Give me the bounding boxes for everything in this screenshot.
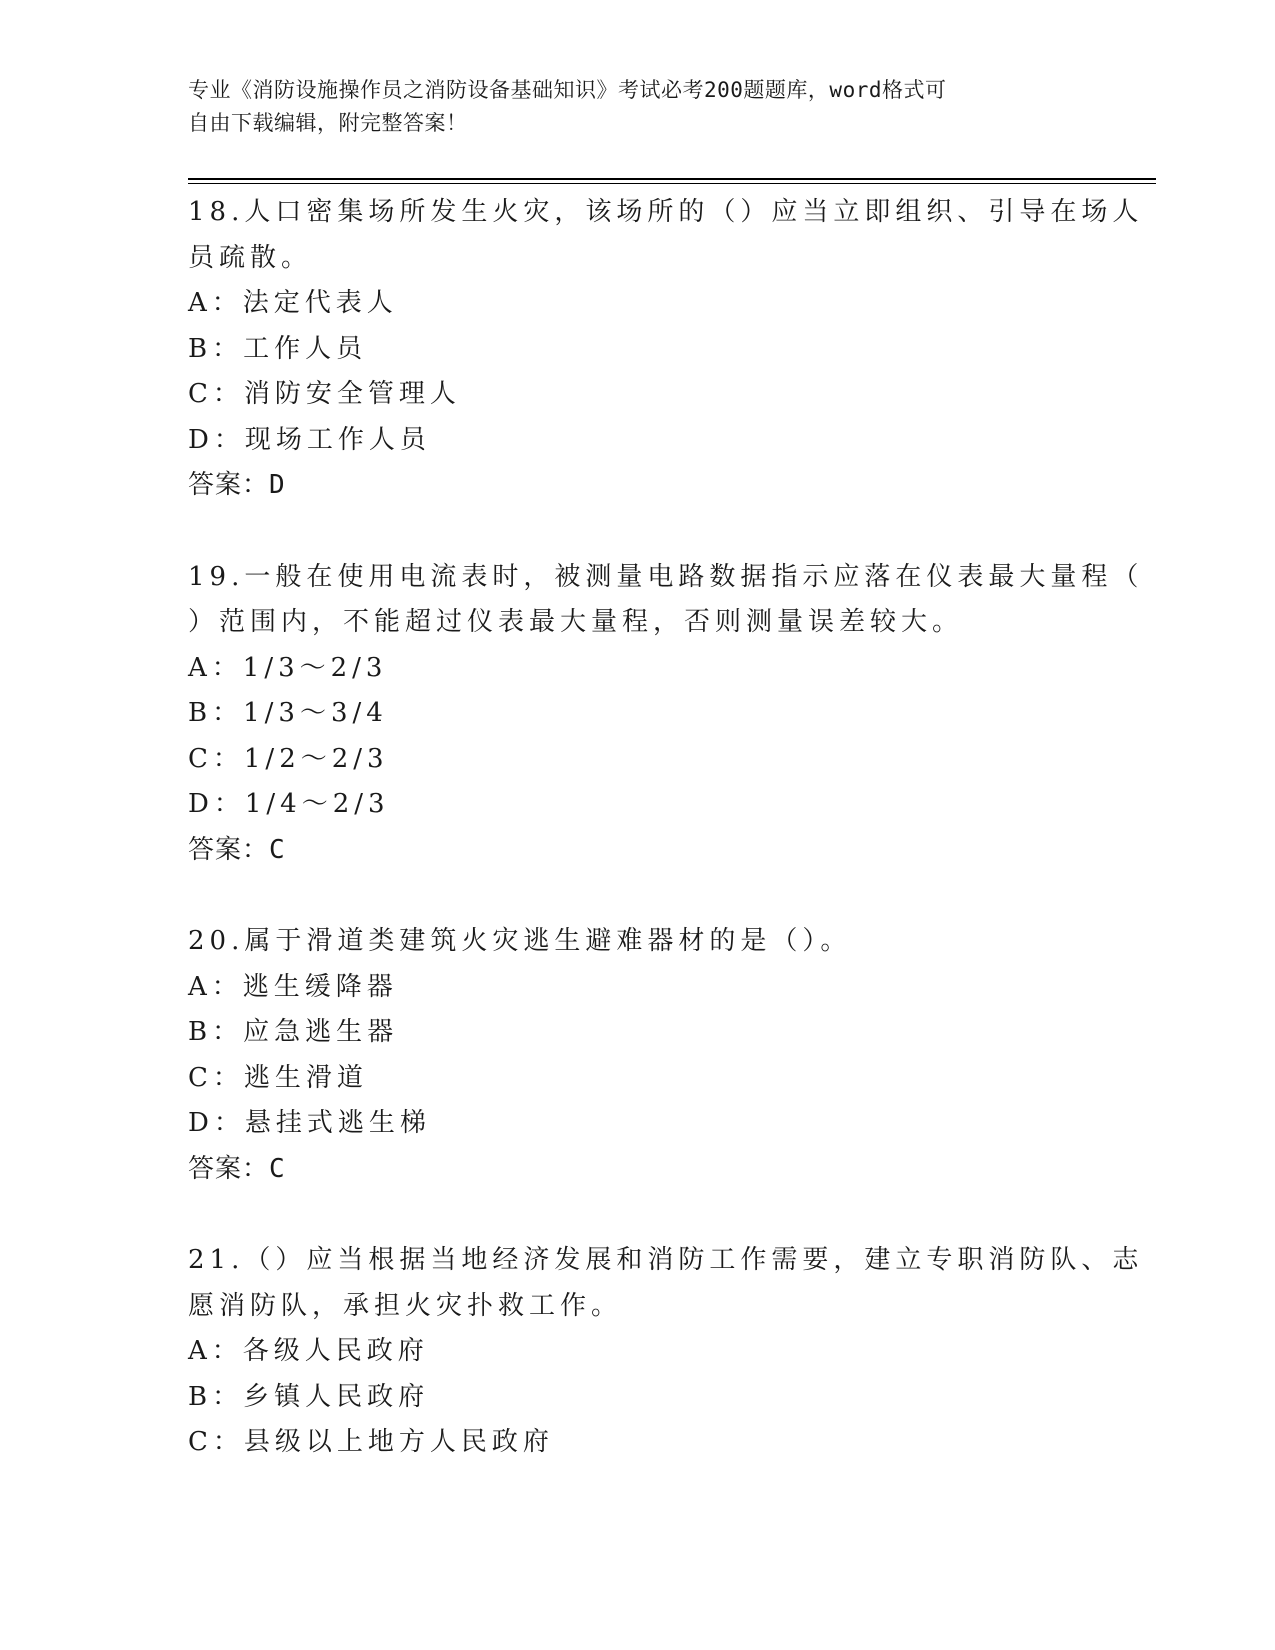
question-text-line: 18.人口密集场所发生火灾，该场所的（）应当立即组织、引导在场人 xyxy=(188,197,1144,227)
answer-line: 答案：C xyxy=(188,834,286,865)
option-c: C：县级以上地方人民政府 xyxy=(188,1427,554,1457)
option-c: C：逃生滑道 xyxy=(188,1062,368,1093)
question-text-line: ）范围内，不能超过仪表最大量程，否则测量误差较大。 xyxy=(188,607,964,637)
option-a: A：各级人民政府 xyxy=(188,1336,429,1366)
question-21 xyxy=(188,1238,1144,1466)
option-c: C：1/2～2/3 xyxy=(188,743,389,774)
question-text-line: 愿消防队，承担火灾扑救工作。 xyxy=(188,1290,623,1321)
option-b: B：应急逃生器 xyxy=(188,1017,399,1047)
question-text-line: 员疏散。 xyxy=(188,242,313,273)
option-d: D：1/4～2/3 xyxy=(188,789,390,819)
header-divider-thick xyxy=(188,178,1156,180)
answer-line: 答案：C xyxy=(188,1153,286,1184)
option-d: D：现场工作人员 xyxy=(188,424,431,455)
option-a: A：法定代表人 xyxy=(188,288,398,318)
document-header xyxy=(188,74,1068,140)
option-a: A：1/3～2/3 xyxy=(188,652,388,683)
header-line-2: 自由下载编辑，附完整答案！ xyxy=(188,111,468,135)
option-b: B：1/3～3/4 xyxy=(188,698,388,728)
header-line-1: 专业《消防设施操作员之消防设备基础知识》考试必考200题题库，word格式可 xyxy=(188,78,947,102)
question-text-line: 19.一般在使用电流表时，被测量电路数据指示应落在仪表最大量程（ xyxy=(188,561,1144,592)
option-b: B：工作人员 xyxy=(188,333,368,364)
answer-line: 答案：D xyxy=(188,470,286,500)
option-b: B：乡镇人民政府 xyxy=(188,1381,430,1412)
question-list xyxy=(188,190,1144,1512)
question-19 xyxy=(188,555,1144,874)
question-20 xyxy=(188,919,1088,1192)
question-text-line: 21.（）应当根据当地经济发展和消防工作需要，建立专职消防队、志 xyxy=(188,1245,1144,1275)
option-d: D：悬挂式逃生梯 xyxy=(188,1108,431,1138)
question-text-line: 20.属于滑道类建筑火灾逃生避难器材的是（）。 xyxy=(188,926,852,956)
header-divider-thin xyxy=(188,183,1156,184)
option-a: A：逃生缓降器 xyxy=(188,971,398,1002)
question-18 xyxy=(188,190,1144,509)
option-c: C：消防安全管理人 xyxy=(188,379,461,409)
